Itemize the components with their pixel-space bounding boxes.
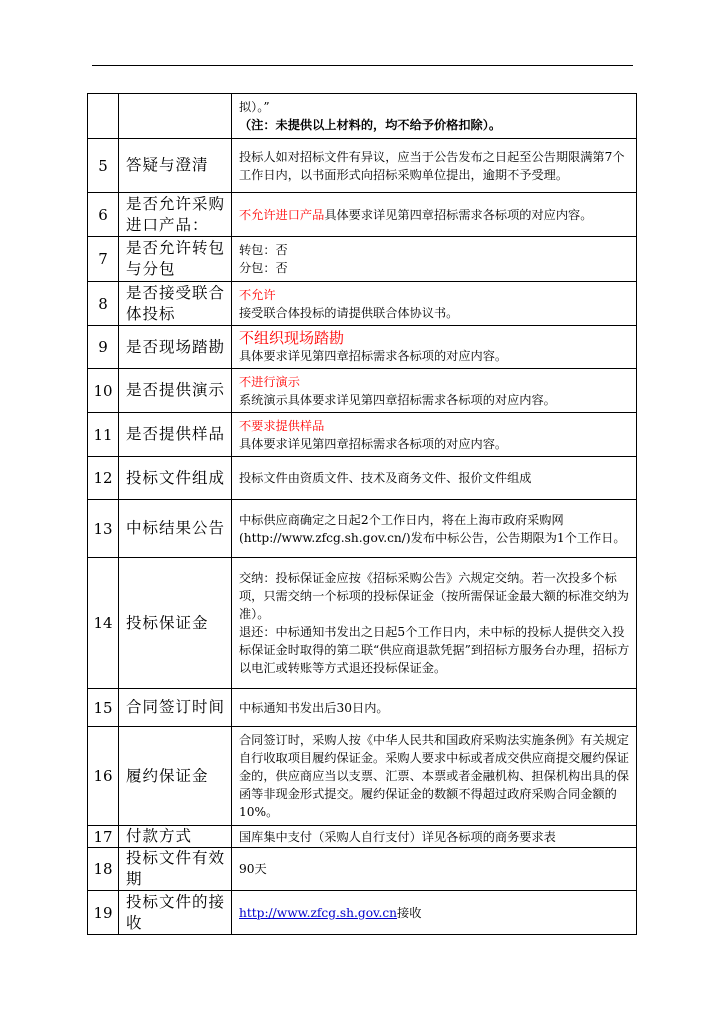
- row-label: 投标文件的接收: [119, 891, 232, 935]
- table-row: [88, 193, 637, 237]
- content-line: 转包：否: [239, 243, 288, 257]
- table-row: [88, 326, 637, 369]
- row-label: 投标文件组成: [119, 457, 232, 500]
- tender-info-table: [87, 93, 637, 935]
- content-line: 中标供应商确定之日起2个工作日内，将在上海市政府采购网(http://www.zfcg.sh.gov.cn/)发布中标公告，公告期限为1个工作日。: [239, 512, 626, 545]
- table-row: [88, 369, 637, 413]
- content-line: 系统演示具体要求详见第四章招标需求各标项的对应内容。: [239, 392, 556, 407]
- row-label: [119, 94, 232, 139]
- table-row: [88, 413, 637, 457]
- content-line: [239, 206, 632, 224]
- row-label: 是否提供演示: [119, 369, 232, 413]
- row-number: 5: [88, 139, 119, 193]
- row-content: [232, 237, 637, 282]
- table-row: [88, 94, 637, 139]
- row-label: 是否允许转包与分包: [119, 237, 232, 282]
- row-content: [232, 848, 637, 891]
- row-number: 9: [88, 326, 119, 369]
- row-number: 19: [88, 891, 119, 935]
- content-line: 接受联合体投标的请提供联合体协议书。: [239, 305, 459, 320]
- row-content: [232, 500, 637, 558]
- row-content: [232, 558, 637, 689]
- table-row: [88, 558, 637, 689]
- content-line: （注：未提供以上材料的，均不给予价格扣除）。: [239, 118, 502, 132]
- row-number: 6: [88, 193, 119, 237]
- content-line: 90天: [239, 862, 267, 876]
- table-row: [88, 689, 637, 727]
- table-row: [88, 848, 637, 891]
- row-number: 17: [88, 826, 119, 848]
- row-number: 11: [88, 413, 119, 457]
- row-number: 15: [88, 689, 119, 727]
- content-segment: 不允许进口产品: [239, 207, 325, 222]
- content-line: 不要求提供样品: [239, 418, 325, 433]
- table-row: [88, 237, 637, 282]
- row-number: 8: [88, 282, 119, 326]
- table-row: [88, 457, 637, 500]
- row-content: [232, 826, 637, 848]
- row-label: 合同签订时间: [119, 689, 232, 727]
- table-row: [88, 727, 637, 826]
- row-number: [88, 94, 119, 139]
- row-content: [232, 413, 637, 457]
- header-rule: [92, 65, 633, 66]
- row-content: [232, 326, 637, 369]
- procurement-site-link[interactable]: http://www.zfcg.sh.gov.cn: [239, 905, 398, 920]
- content-segment: 接收: [397, 905, 422, 920]
- content-segment: 具体要求详见第四章招标需求各标项的对应内容。: [324, 207, 593, 222]
- row-label: 是否允许采购进口产品：: [119, 193, 232, 237]
- content-line: 具体要求详见第四章招标需求各标项的对应内容。: [239, 436, 508, 451]
- content-line: 不允许: [239, 287, 276, 302]
- row-number: 7: [88, 237, 119, 282]
- row-number: 14: [88, 558, 119, 689]
- row-label: 是否提供样品: [119, 413, 232, 457]
- row-content: [232, 139, 637, 193]
- content-line: 投标文件由资质文件、技术及商务文件、报价文件组成: [239, 471, 532, 485]
- table-row: [88, 139, 637, 193]
- row-content: [232, 727, 637, 826]
- table-row: [88, 891, 637, 935]
- content-line: 合同签订时，采购人按《中华人民共和国政府采购法实施条例》有关规定自行收取项目履约保证金。采购人要求中标或者成交供应商提交履约保证金的，供应商应当以支票、汇票、本票或者金融机构、担保机构出具的保函等非现金形式提交。履约保证金的数额不得超过政府采购合同金额的10%。: [239, 733, 629, 819]
- row-label: 付款方式: [119, 826, 232, 848]
- row-number: 13: [88, 500, 119, 558]
- row-number: 16: [88, 727, 119, 826]
- row-label: 中标结果公告: [119, 500, 232, 558]
- row-number: 10: [88, 369, 119, 413]
- content-line: 中标通知书发出后30日内。: [239, 700, 389, 715]
- content-line: 投标人如对招标文件有异议，应当于公告发布之日起至公告期限满第7个工作日内，以书面形式向招标采购单位提出，逾期不予受理。: [239, 149, 625, 182]
- row-number: 18: [88, 848, 119, 891]
- content-line: 不组织现场踏勘: [239, 329, 345, 347]
- row-number: 12: [88, 457, 119, 500]
- row-label: 答疑与澄清: [119, 139, 232, 193]
- content-line: 国库集中支付（采购人自行支付）详见各标项的商务要求表: [239, 829, 556, 844]
- row-label: 投标文件有效期: [119, 848, 232, 891]
- row-content: [232, 689, 637, 727]
- content-line: 交纳：投标保证金应按《招标采购公告》六规定交纳。若一次投多个标项，只需交纳一个标项的投标保证金（按所需保证金最大额的标准交纳为准）。: [239, 571, 629, 621]
- table-row: [88, 282, 637, 326]
- content-line: 拟）。”: [239, 100, 270, 114]
- row-content: [232, 94, 637, 139]
- row-label: 投标保证金: [119, 558, 232, 689]
- row-content: [232, 193, 637, 237]
- row-label: 是否现场踏勘: [119, 326, 232, 369]
- content-line: [239, 904, 632, 922]
- content-line: 退还：中标通知书发出之日起5个工作日内，未中标的投标人提供交入投标保证金时取得的第二联“供应商退款凭据”到招标方服务台办理，招标方以电汇或转账等方式退还投标保证金。: [239, 625, 630, 675]
- content-line: 不进行演示: [239, 374, 300, 389]
- table-row: [88, 500, 637, 558]
- row-label: 履约保证金: [119, 727, 232, 826]
- table-row: [88, 826, 637, 848]
- content-line: 具体要求详见第四章招标需求各标项的对应内容。: [239, 349, 508, 363]
- row-content: [232, 282, 637, 326]
- content-line: 分包：否: [239, 261, 288, 275]
- row-content: [232, 457, 637, 500]
- row-content: [232, 891, 637, 935]
- row-content: [232, 369, 637, 413]
- row-label: 是否接受联合体投标: [119, 282, 232, 326]
